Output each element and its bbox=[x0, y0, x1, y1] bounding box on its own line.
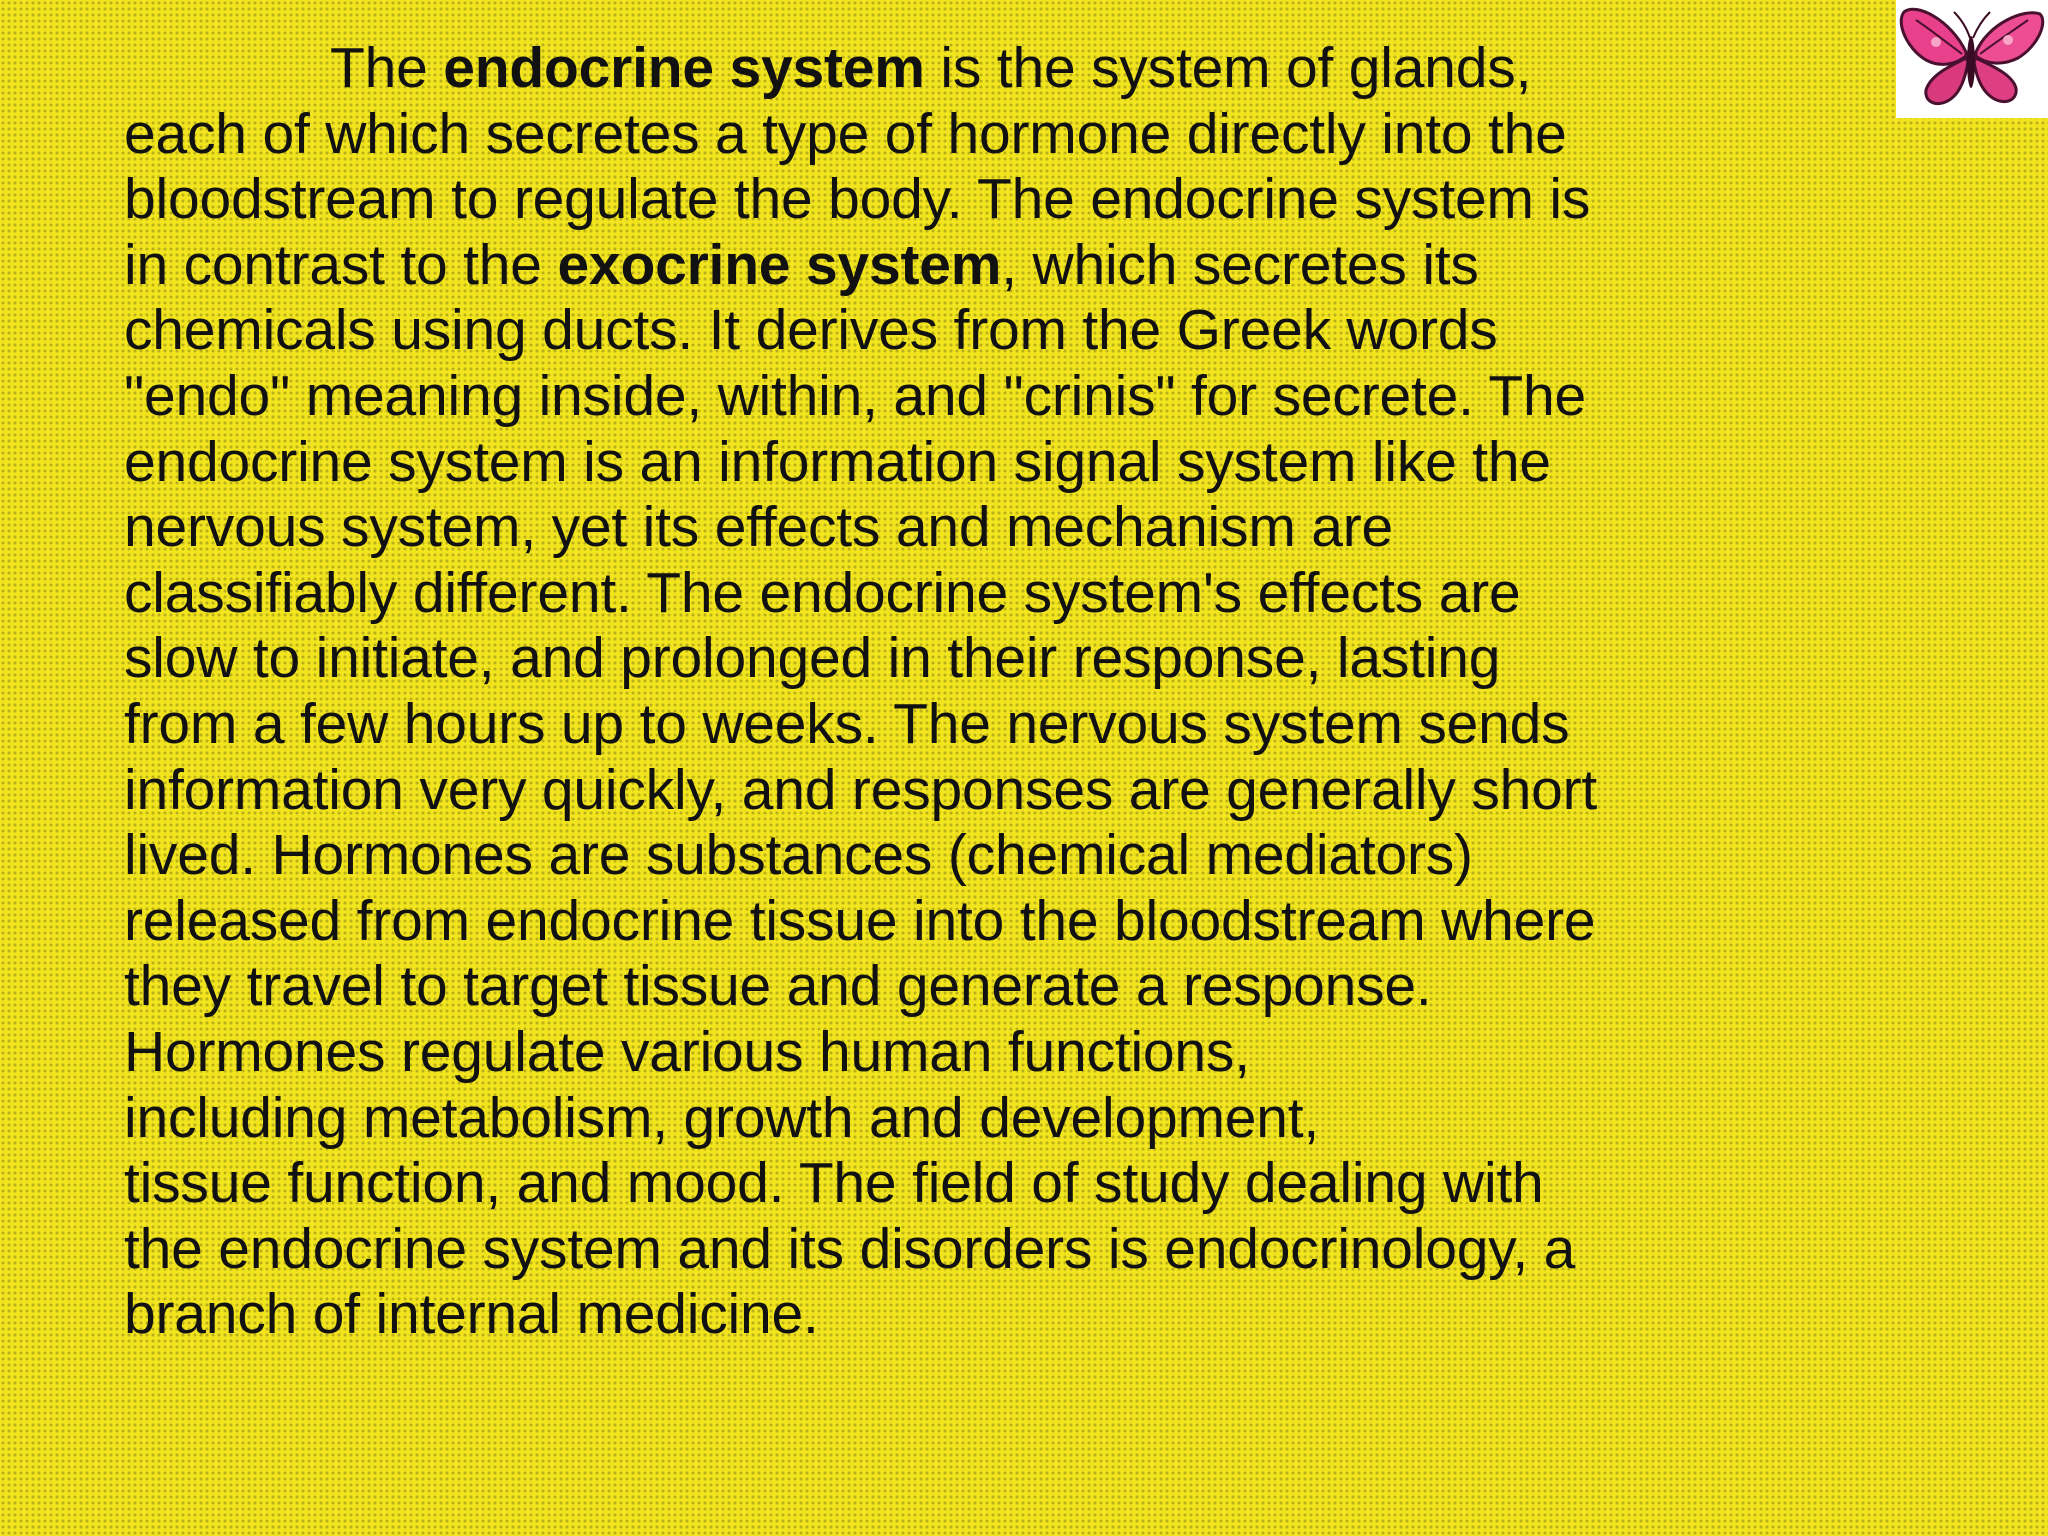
text-segment: , which secretes its bbox=[1001, 232, 1479, 297]
text-line: the endocrine system and its disorders is endocrinology, a bbox=[124, 1216, 1576, 1281]
text-line: information very quickly, and responses are generally short bbox=[124, 757, 1598, 822]
text-line: they travel to target tissue and generate a response. bbox=[124, 954, 1432, 1019]
butterfly-icon bbox=[1896, 0, 2048, 118]
text-line: nervous system, yet its effects and mechanism are bbox=[124, 495, 1394, 560]
text-segment: The bbox=[330, 36, 444, 100]
bold-term-endocrine-system: endocrine system bbox=[443, 36, 925, 100]
bold-term-exocrine-system: exocrine system bbox=[557, 232, 1002, 297]
text-line: lived. Hormones are substances (chemical mediators) bbox=[124, 823, 1473, 888]
text-line: "endo" meaning inside, within, and "crinis" for secrete. The bbox=[124, 363, 1586, 428]
text-line bbox=[124, 36, 1904, 102]
text-line: tissue function, and mood. The field of study dealing with bbox=[124, 1151, 1544, 1216]
text-line bbox=[124, 233, 1904, 299]
text-line: chemicals using ducts. It derives from the Greek words bbox=[124, 298, 1498, 363]
text-line: endocrine system is an information signal system like the bbox=[124, 429, 1551, 494]
text-segment: is the system of glands, bbox=[924, 36, 1532, 100]
text-line: classifiably different. The endocrine system's effects are bbox=[124, 560, 1521, 625]
text-segment: in contrast to the bbox=[124, 232, 558, 297]
text-line: Hormones regulate various human functions, bbox=[124, 1019, 1250, 1084]
text-line: from a few hours up to weeks. The nervous system sends bbox=[124, 691, 1570, 756]
butterfly-image bbox=[1896, 0, 2048, 118]
text-line: slow to initiate, and prolonged in their response, lasting bbox=[124, 626, 1501, 691]
text-line: branch of internal medicine. bbox=[124, 1282, 819, 1347]
text-line: including metabolism, growth and development, bbox=[124, 1085, 1320, 1150]
body-paragraph bbox=[124, 36, 1904, 1348]
text-line: bloodstream to regulate the body. The endocrine system is bbox=[124, 167, 1591, 232]
text-line: each of which secretes a type of hormone directly into the bbox=[124, 101, 1567, 166]
text-line: released from endocrine tissue into the bloodstream where bbox=[124, 888, 1596, 953]
